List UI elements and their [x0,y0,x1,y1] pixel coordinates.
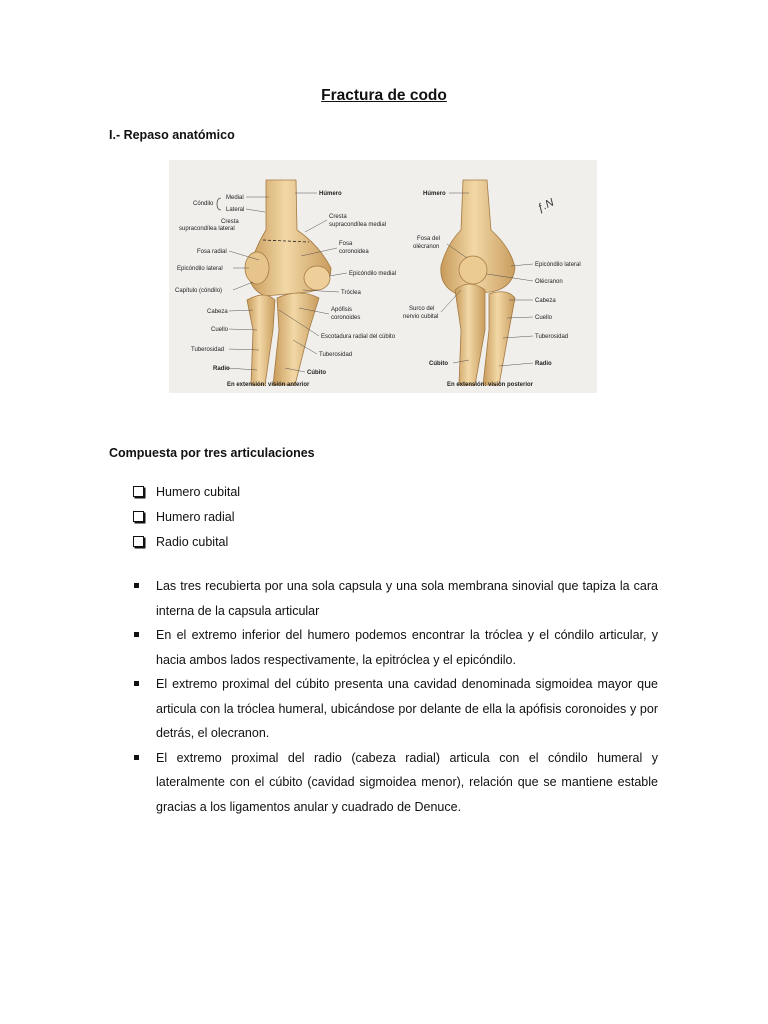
bullet-text: En el extremo inferior del humero podemos encontrar la tróclea y el cóndilo articular, y hacia ambos lados respectivamente, la epitróclea y el epicóndilo. [156,628,658,667]
square-bullet-icon [134,681,139,686]
label-escotadura: Escotadura radial del cúbito [321,334,396,340]
label-surco-1: Surco del [409,306,435,312]
list-item [133,672,658,746]
checkbox-icon [133,511,144,522]
list-item-label: Humero radial [156,509,235,524]
description-bullets [133,574,658,819]
label-humero: Húmero [319,191,342,197]
label-epicondilo-medial: Epicóndilo medial [349,271,397,277]
label-fosa-ole-1: Fosa del [417,236,441,242]
list-item-label: Humero cubital [156,484,241,499]
label-cubito: Cúbito [307,370,326,376]
label-fosa-radial: Fosa radial [197,249,227,255]
square-bullet-icon [134,583,139,588]
bullet-text: Las tres recubierta por una sola capsula y una sola membrana sinovial que tapiza la cara interna de la capsula articular [156,579,658,618]
section-heading-anatomy: I.- Repaso anatómico [109,128,235,142]
caption-posterior: En extensión: visión posterior [447,382,534,388]
checkbox-icon [133,486,144,497]
section-heading-articulations: Compuesta por tres articulaciones [109,446,315,460]
label-post-tuberosidad: Tuberosidad [535,334,569,340]
label-condilo: Cóndilo [193,201,214,207]
label-tuberosidad-r: Tuberosidad [319,352,353,358]
label-post-epicondilo: Epicóndilo lateral [535,262,581,268]
label-surco-2: nervio cubital [403,314,439,320]
label-capitulo: Capítulo (cóndilo) [175,288,223,294]
label-cresta-lat-1: Cresta [221,219,239,225]
list-item [133,529,240,554]
label-post-cubito: Cúbito [429,361,448,367]
list-item [133,623,658,672]
list-item [133,504,240,529]
label-cuello: Cuello [211,327,229,333]
label-cresta-med-2: supracondílea medial [329,222,387,228]
caption-anterior: En extensión: visión anterior [227,382,310,388]
articulation-checklist [133,479,240,554]
label-cabeza: Cabeza [207,309,228,315]
bullet-text: El extremo proximal del cúbito presenta una cavidad denominada sigmoidea mayor que articula con la tróclea humeral, ubicándose por delante de ella la apófisis coronoides y por detrás, el olecranon. [156,677,658,740]
list-item [133,574,658,623]
label-fosa-cor-2: coronoidea [339,249,369,255]
label-medial: Medial [226,195,244,201]
bullet-text: El extremo proximal del radio (cabeza radial) articula con el cóndilo humeral y lateralmente con el cúbito (cavidad sigmoidea menor), relación que se mantiene estable gracias a los ligamentos anular y cuadrado de Denuce. [156,750,658,814]
checkbox-icon [133,536,144,547]
label-cresta-med-1: Cresta [329,214,347,220]
label-epicondilo-lateral: Epicóndilo lateral [177,266,223,272]
label-tuberosidad: Tuberosidad [191,347,225,353]
label-fosa-ole-2: olécranon [413,244,440,250]
list-item-label: Radio cubital [156,534,229,549]
label-cresta-lat-2: supracondílea lateral [179,226,235,232]
list-item [133,746,658,820]
list-item [133,479,240,504]
square-bullet-icon [134,632,139,637]
square-bullet-icon [134,755,139,760]
label-post-cuello: Cuello [535,315,553,321]
svg-text:ƒ.N: ƒ.N [535,196,556,215]
label-apofisis-1: Apófisis [331,307,353,313]
label-post-radio: Radio [535,361,552,367]
label-radio: Radio [213,366,230,372]
label-apofisis-2: coronoides [331,315,361,321]
label-post-humero: Húmero [423,191,446,197]
label-fosa-cor-1: Fosa [339,241,353,247]
label-lateral: Lateral [226,207,245,213]
label-post-cabeza: Cabeza [535,298,556,304]
label-troclea: Tróclea [341,290,361,296]
document-title: Fractura de codo [321,87,447,104]
label-post-olecranon: Olécranon [535,279,563,285]
elbow-anatomy-figure [169,160,597,393]
